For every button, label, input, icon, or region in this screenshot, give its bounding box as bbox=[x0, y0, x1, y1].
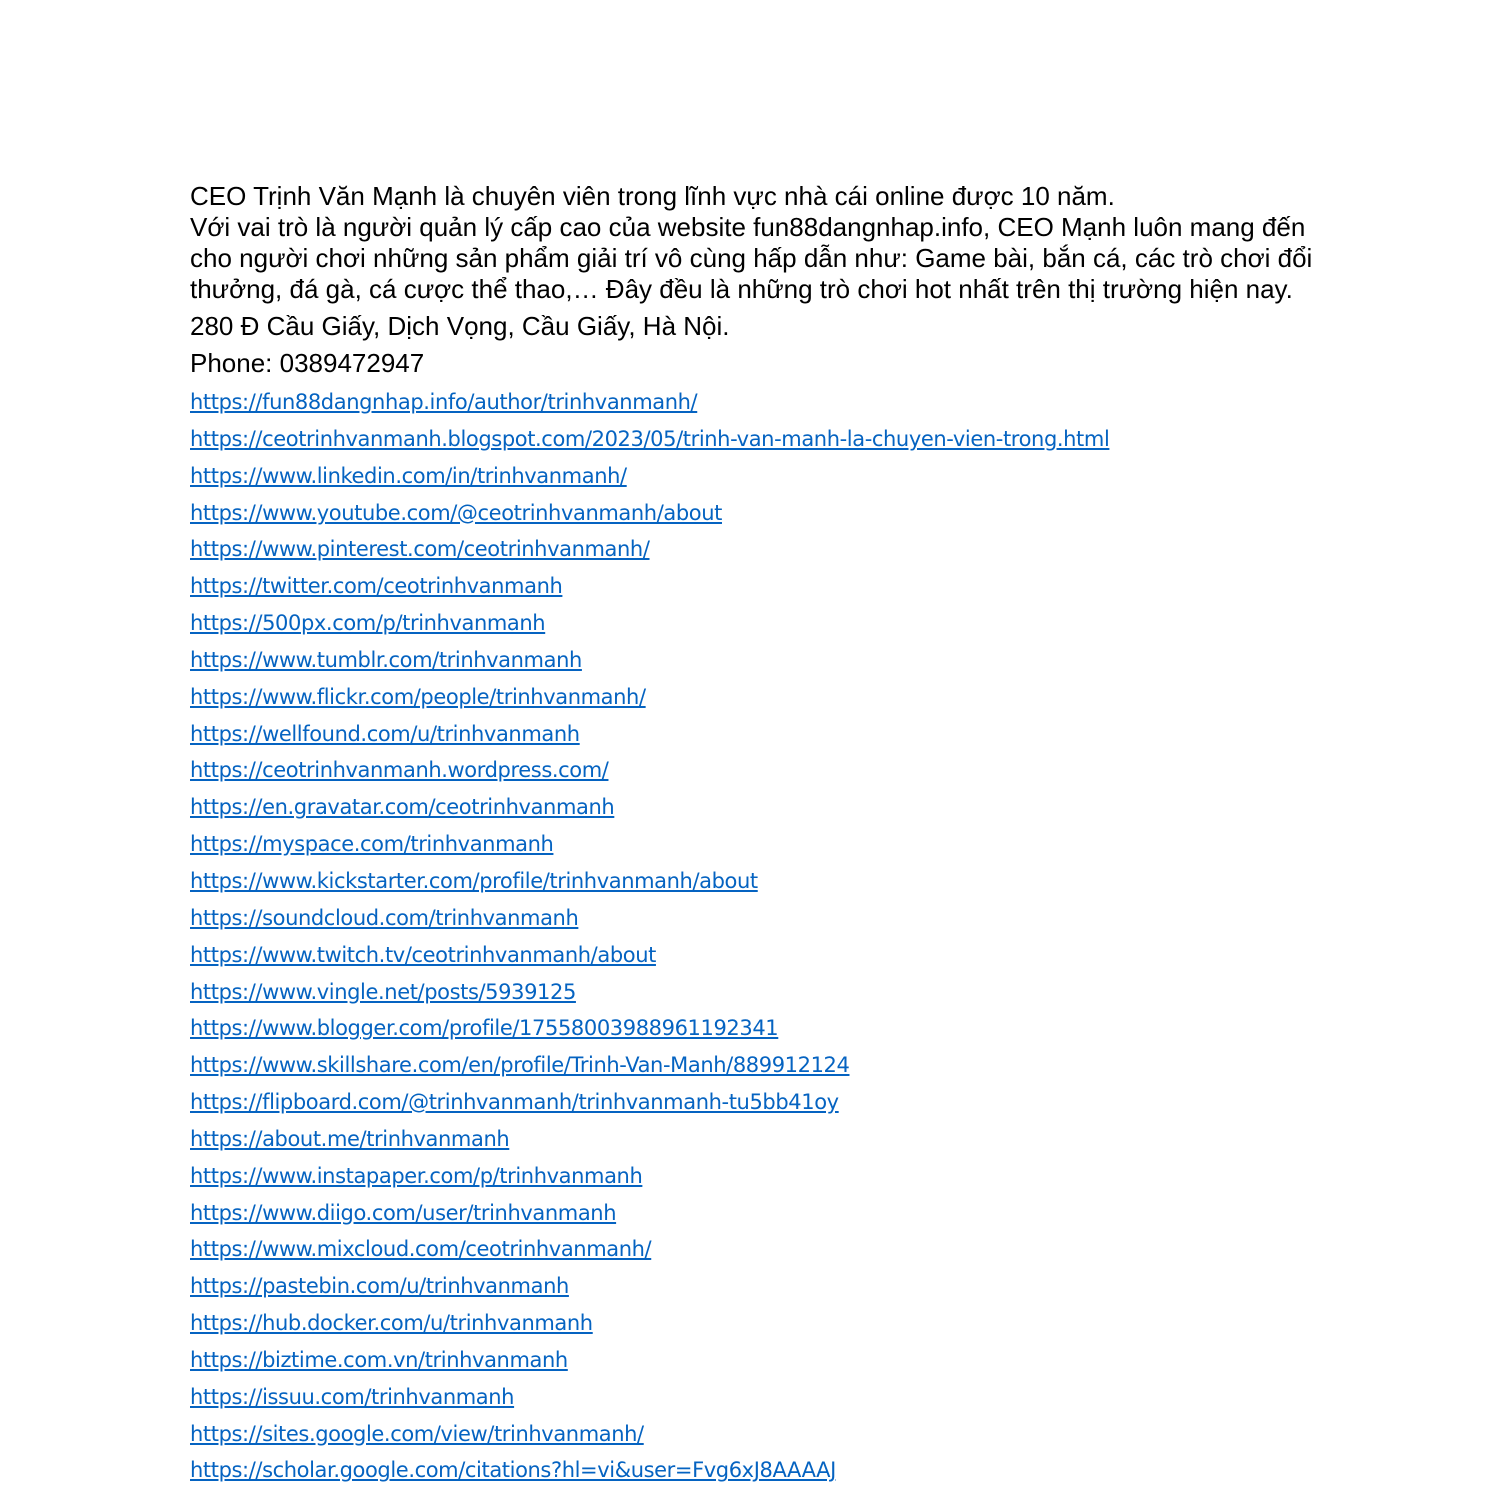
list-item bbox=[190, 752, 1320, 789]
profile-link[interactable]: https://flipboard.com/@trinhvanmanh/trinhvanmanh-tu5bb41oy bbox=[190, 1090, 839, 1115]
profile-link[interactable]: https://500px.com/p/trinhvanmanh bbox=[190, 611, 546, 636]
profile-link[interactable]: https://pastebin.com/u/trinhvanmanh bbox=[190, 1274, 569, 1299]
profile-link[interactable]: https://www.mixcloud.com/ceotrinhvanmanh/ bbox=[190, 1237, 652, 1262]
list-item bbox=[190, 1084, 1320, 1121]
list-item bbox=[190, 1121, 1320, 1158]
list-item bbox=[190, 421, 1320, 458]
list-item bbox=[190, 531, 1320, 568]
list-item bbox=[190, 679, 1320, 716]
list-item bbox=[190, 1231, 1320, 1268]
profile-link[interactable]: https://wellfound.com/u/trinhvanmanh bbox=[190, 721, 580, 746]
list-item bbox=[190, 1416, 1320, 1453]
list-item bbox=[190, 458, 1320, 495]
profile-link[interactable]: https://hub.docker.com/u/trinhvanmanh bbox=[190, 1311, 593, 1336]
list-item bbox=[190, 1305, 1320, 1342]
profile-link[interactable]: https://issuu.com/trinhvanmanh bbox=[190, 1384, 515, 1409]
profile-link[interactable]: https://www.linkedin.com/in/trinhvanmanh/ bbox=[190, 463, 627, 488]
address-line: 280 Đ Cầu Giấy, Dịch Vọng, Cầu Giấy, Hà Nội. bbox=[190, 311, 730, 341]
list-item bbox=[190, 1452, 1320, 1489]
profile-link[interactable]: https://biztime.com.vn/trinhvanmanh bbox=[190, 1347, 568, 1372]
profile-link[interactable]: https://www.instapaper.com/p/trinhvanmanh bbox=[190, 1163, 643, 1188]
profile-link-list bbox=[190, 384, 1320, 1489]
list-item bbox=[190, 642, 1320, 679]
profile-link[interactable]: https://www.pinterest.com/ceotrinhvanmanh/ bbox=[190, 537, 650, 562]
profile-link[interactable]: https://ceotrinhvanmanh.wordpress.com/ bbox=[190, 758, 609, 783]
profile-link[interactable]: https://www.youtube.com/@ceotrinhvanmanh/about bbox=[190, 500, 722, 525]
profile-link[interactable]: https://www.diigo.com/user/trinhvanmanh bbox=[190, 1200, 617, 1225]
list-item bbox=[190, 1342, 1320, 1379]
list-item bbox=[190, 1047, 1320, 1084]
profile-link[interactable]: https://www.blogger.com/profile/17558003988961192341 bbox=[190, 1016, 779, 1041]
list-item bbox=[190, 384, 1320, 421]
list-item bbox=[190, 1379, 1320, 1416]
profile-link[interactable]: https://en.gravatar.com/ceotrinhvanmanh bbox=[190, 795, 615, 820]
list-item bbox=[190, 1010, 1320, 1047]
list-item bbox=[190, 605, 1320, 642]
bio-paragraph: Với vai trò là người quản lý cấp cao của website fun88dangnhap.info, CEO Mạnh luôn mang đến cho người chơi những sản phẩm giải trí vô cùng hấp dẫn như: Game bài, bắn cá, các trò chơi đổi thưởng, đá gà, cá cược thể thao,… Đây đều là những trò chơi hot nhất trên thị trường hiện nay. bbox=[190, 212, 1313, 304]
profile-link[interactable]: https://www.vingle.net/posts/5939125 bbox=[190, 979, 576, 1004]
profile-link[interactable]: https://twitter.com/ceotrinhvanmanh bbox=[190, 574, 563, 599]
list-item bbox=[190, 826, 1320, 863]
profile-link[interactable]: https://www.skillshare.com/en/profile/Trinh-Van-Manh/889912124 bbox=[190, 1053, 850, 1078]
list-item bbox=[190, 716, 1320, 753]
profile-link[interactable]: https://www.tumblr.com/trinhvanmanh bbox=[190, 647, 582, 672]
list-item bbox=[190, 568, 1320, 605]
profile-link[interactable]: https://sites.google.com/view/trinhvanmanh/ bbox=[190, 1421, 644, 1446]
profile-link[interactable]: https://fun88dangnhap.info/author/trinhvanmanh/ bbox=[190, 390, 698, 414]
list-item bbox=[190, 1158, 1320, 1195]
profile-link[interactable]: https://soundcloud.com/trinhvanmanh bbox=[190, 905, 579, 930]
list-item bbox=[190, 1195, 1320, 1232]
intro-line: CEO Trịnh Văn Mạnh là chuyên viên trong lĩnh vực nhà cái online được 10 năm. bbox=[190, 181, 1115, 211]
list-item bbox=[190, 900, 1320, 937]
profile-link[interactable]: https://myspace.com/trinhvanmanh bbox=[190, 832, 554, 857]
list-item bbox=[190, 937, 1320, 974]
list-item bbox=[190, 495, 1320, 532]
profile-link[interactable]: https://www.kickstarter.com/profile/trinhvanmanh/about bbox=[190, 868, 758, 893]
list-item bbox=[190, 974, 1320, 1011]
list-item bbox=[190, 1268, 1320, 1305]
profile-link[interactable]: https://ceotrinhvanmanh.blogspot.com/2023/05/trinh-van-manh-la-chuyen-vien-trong.html bbox=[190, 426, 1110, 451]
document-content bbox=[190, 181, 1320, 1489]
list-item bbox=[190, 789, 1320, 826]
profile-link[interactable]: https://about.me/trinhvanmanh bbox=[190, 1126, 510, 1151]
phone-line: Phone: 0389472947 bbox=[190, 348, 425, 378]
profile-link[interactable]: https://www.flickr.com/people/trinhvanmanh/ bbox=[190, 684, 646, 709]
profile-link[interactable]: https://www.twitch.tv/ceotrinhvanmanh/about bbox=[190, 942, 656, 967]
list-item bbox=[190, 863, 1320, 900]
profile-link[interactable]: https://scholar.google.com/citations?hl=vi&user=Fvg6xJ8AAAAJ bbox=[190, 1458, 836, 1483]
